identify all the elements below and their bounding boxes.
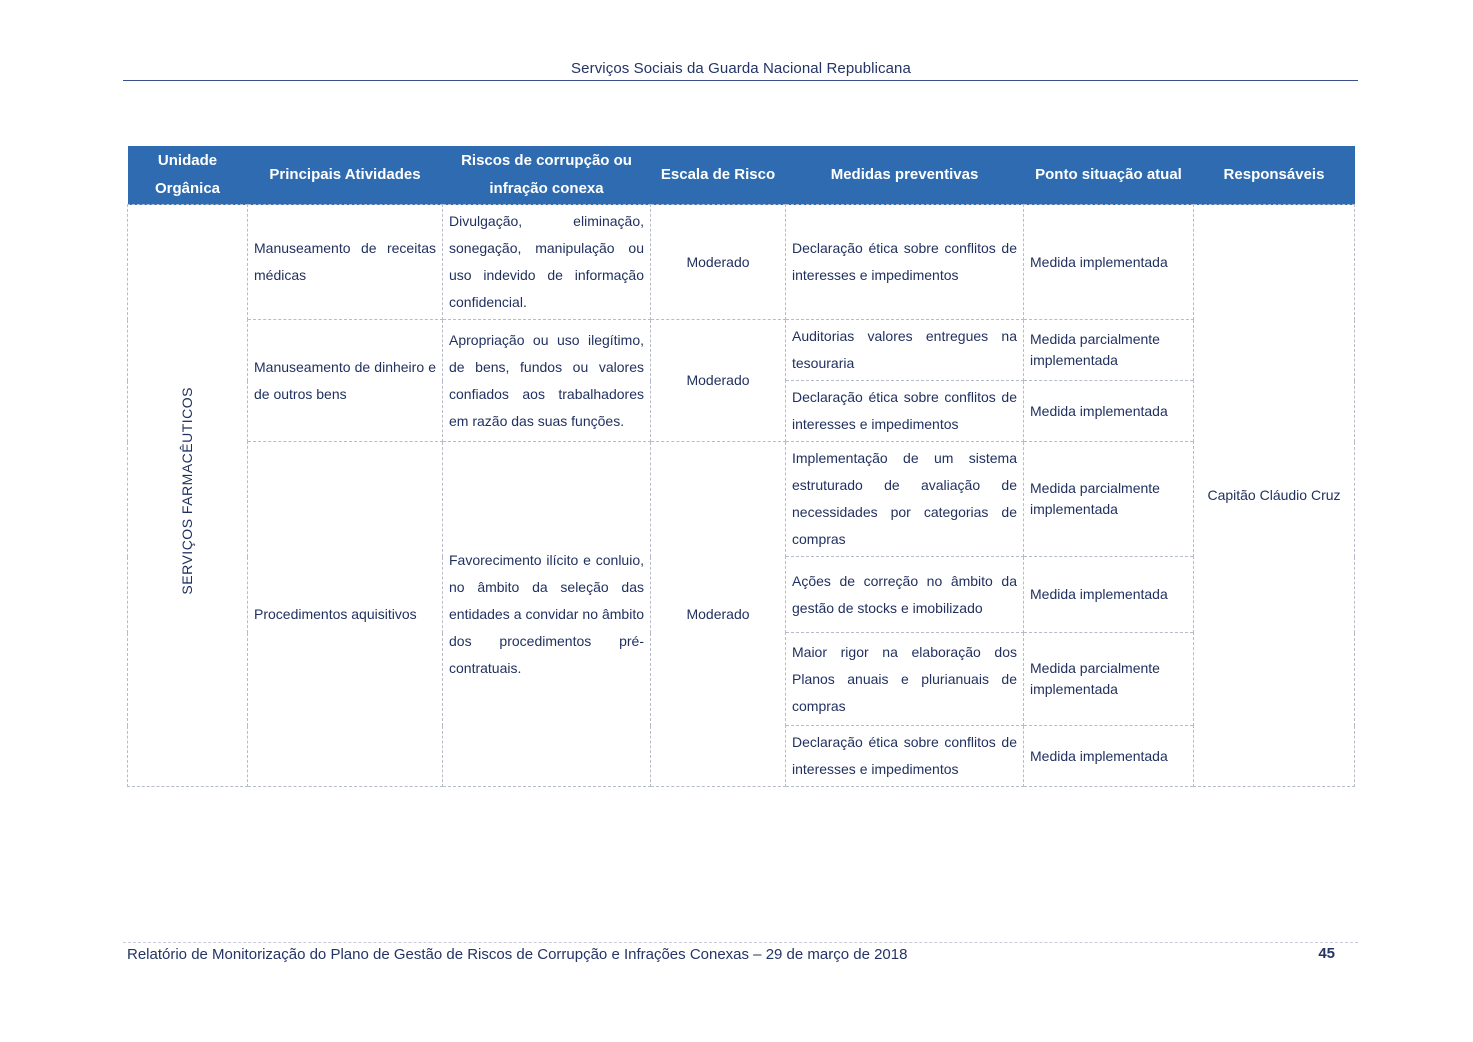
status-text: Medida parcialmente implementada [1030,660,1160,697]
measure-cell: Declaração ética sobre conflitos de interesses e impedimentos [786,205,1024,320]
activity-cell: Manuseamento de dinheiro e de outros bens [248,320,443,442]
responsible-cell: Capitão Cláudio Cruz [1194,205,1355,787]
measure-cell: Auditorias valores entregues na tesouraria [786,320,1024,381]
risk-table [127,146,1355,787]
status-cell [1024,726,1194,787]
footer-text: Relatório de Monitorização do Plano de Gestão de Riscos de Corrupção e Infrações Conexas – 29 de março de 2018 [127,946,908,963]
header-divider [123,80,1358,81]
risk-cell: Favorecimento ilícito e conluio, no âmbito da seleção das entidades a convidar no âmbito dos procedimentos pré-contratuais. [443,442,651,787]
status-cell [1024,633,1194,726]
measure-cell: Declaração ética sobre conflitos de interesses e impedimentos [786,726,1024,787]
footer-divider [123,942,1358,943]
measure-cell: Implementação de um sistema estruturado de avaliação de necessidades por categorias de compras [786,442,1024,557]
status-text: Medida implementada [1030,747,1168,764]
unit-label: SERVIÇOS FARMACÊUTICOS [179,387,195,595]
activity-cell: Manuseamento de receitas médicas [248,205,443,320]
page-number: 45 [1318,945,1335,962]
status-cell [1024,381,1194,442]
status-cell [1024,320,1194,381]
status-cell [1024,557,1194,633]
status-text: Medida implementada [1030,253,1168,270]
measure-cell: Maior rigor na elaboração dos Planos anuais e plurianuais de compras [786,633,1024,726]
status-text: Medida parcialmente implementada [1030,480,1160,517]
col-header-risks: Riscos de corrupção ou infração conexa [443,146,651,205]
page-header: Serviços Sociais da Guarda Nacional Republicana [571,60,911,77]
risk-cell: Apropriação ou uso ilegítimo, de bens, fundos ou valores confiados aos trabalhadores em razão das suas funções. [443,320,651,442]
scale-cell: Moderado [651,205,786,320]
unit-cell [128,205,248,787]
status-text: Medida parcialmente implementada [1030,331,1160,368]
col-header-scale: Escala de Risco [651,146,786,205]
status-text: Medida implementada [1030,586,1168,602]
col-header-unit: Unidade Orgânica [128,146,248,205]
table-row [128,442,1355,557]
measure-cell: Ações de correção no âmbito da gestão de stocks e imobilizado [786,557,1024,633]
measure-cell: Declaração ética sobre conflitos de interesses e impedimentos [786,381,1024,442]
col-header-activities: Principais Atividades [248,146,443,205]
table-row [128,205,1355,320]
risk-cell: Divulgação, eliminação, sonegação, manipulação ou uso indevido de informação confidencial. [443,205,651,320]
scale-cell: Moderado [651,442,786,787]
col-header-responsible: Responsáveis [1194,146,1355,205]
table-row [128,320,1355,381]
activity-cell: Procedimentos aquisitivos [248,442,443,787]
col-header-measures: Medidas preventivas [786,146,1024,205]
status-text: Medida implementada [1030,402,1168,419]
table-header [128,146,1355,205]
scale-cell: Moderado [651,320,786,442]
status-cell [1024,442,1194,557]
col-header-status: Ponto situação atual [1024,146,1194,205]
status-cell [1024,205,1194,320]
